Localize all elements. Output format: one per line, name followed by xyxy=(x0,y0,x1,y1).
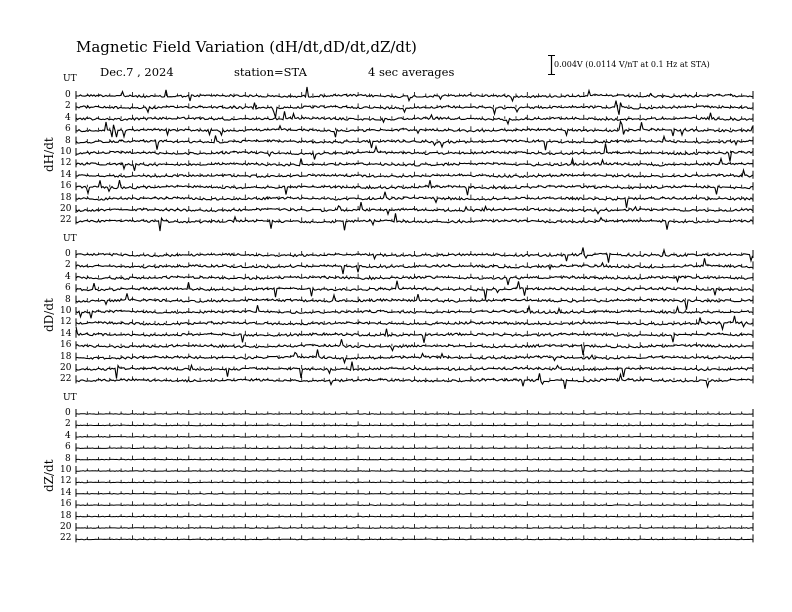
hour-tick-label: 2 xyxy=(65,101,71,112)
hour-tick-label: 6 xyxy=(65,124,71,135)
trace-hour-6 xyxy=(76,281,753,299)
ut-label: UT xyxy=(63,393,77,403)
trace-hour-18 xyxy=(76,192,753,208)
hour-tick-label: 8 xyxy=(65,294,71,305)
y-axis-label: dZ/dt xyxy=(42,459,56,492)
hour-tick-label: 8 xyxy=(65,135,71,146)
hour-tick-label: 18 xyxy=(60,510,72,521)
ut-label: UT xyxy=(63,234,77,244)
hour-tick-label: 0 xyxy=(65,90,71,100)
hour-tick-label: 12 xyxy=(60,158,72,169)
trace-hour-8 xyxy=(76,293,753,309)
hour-tick-label: 16 xyxy=(60,181,72,192)
hour-tick-label: 14 xyxy=(60,328,72,339)
hour-tick-label: 12 xyxy=(60,476,72,487)
hour-tick-label: 22 xyxy=(60,374,72,385)
hour-tick-label: 16 xyxy=(60,499,72,510)
trace-hour-16 xyxy=(76,180,753,195)
panel-dZ-dt xyxy=(76,409,753,542)
hour-tick-label: 14 xyxy=(60,487,72,498)
hour-tick-label: 14 xyxy=(60,169,72,180)
chart-title: Magnetic Field Variation (dH/dt,dD/dt,dZ/dt) xyxy=(76,38,417,56)
y-axis-label: dH/dt xyxy=(42,137,56,172)
hour-tick-label: 6 xyxy=(65,283,71,294)
trace-hour-16 xyxy=(76,339,753,355)
hour-tick-label: 20 xyxy=(60,204,72,214)
hour-tick-label: 10 xyxy=(60,147,72,157)
hour-tick-label: 18 xyxy=(60,351,72,362)
trace-hour-22 xyxy=(76,213,753,231)
ut-label: UT xyxy=(63,74,77,84)
averaging-label: 4 sec averages xyxy=(368,65,455,79)
hour-tick-label: 6 xyxy=(65,442,71,453)
hour-tick-label: 20 xyxy=(60,363,72,373)
hour-tick-label: 12 xyxy=(60,317,72,328)
panel-dD-dt xyxy=(76,248,753,389)
hour-tick-label: 4 xyxy=(65,112,71,123)
y-axis-label: dD/dt xyxy=(42,298,56,332)
hour-tick-label: 20 xyxy=(60,522,72,532)
scale-label: 0.004V (0.0114 V/nT at 0.1 Hz at STA) xyxy=(554,60,710,69)
hour-tick-label: 0 xyxy=(65,408,71,418)
hour-tick-label: 10 xyxy=(60,306,72,316)
hour-tick-label: 22 xyxy=(60,533,72,544)
trace-hour-22 xyxy=(76,373,753,389)
panel-dH-dt xyxy=(76,87,753,231)
hour-tick-label: 18 xyxy=(60,192,72,203)
trace-hour-0 xyxy=(76,248,753,263)
hour-tick-label: 16 xyxy=(60,340,72,351)
hour-tick-label: 8 xyxy=(65,453,71,464)
hour-tick-label: 4 xyxy=(65,271,71,282)
hour-tick-label: 10 xyxy=(60,465,72,475)
trace-hour-20 xyxy=(76,362,753,379)
station-label: station=STA xyxy=(234,65,307,79)
hour-tick-label: 2 xyxy=(65,419,71,430)
hour-tick-label: 4 xyxy=(65,430,71,441)
trace-hour-12 xyxy=(76,159,753,171)
hour-tick-label: 2 xyxy=(65,260,71,271)
hour-tick-label: 22 xyxy=(60,215,72,226)
date-label: Dec.7 , 2024 xyxy=(100,65,174,79)
hour-tick-label: 0 xyxy=(65,249,71,259)
